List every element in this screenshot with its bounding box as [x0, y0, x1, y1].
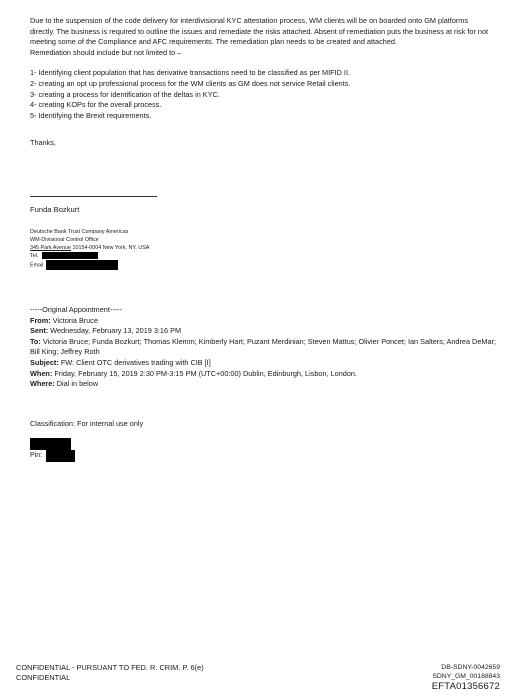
tel-label: Tel.: [30, 253, 39, 259]
signature-tel: [30, 252, 270, 260]
email-body: [30, 16, 490, 149]
to-label: To:: [30, 336, 41, 346]
closing: Thanks,: [30, 138, 56, 148]
redaction-bar: [30, 438, 71, 450]
sent-value: Wednesday, February 13, 2019 3:16 PM: [50, 326, 182, 336]
original-appointment: [30, 305, 496, 390]
where-value: Dial in below: [56, 379, 99, 389]
pin-label: Pin:: [30, 452, 43, 459]
bates-number: DB-SDNY-0042659: [441, 664, 500, 671]
footer-right: [432, 663, 500, 692]
signature-email: [30, 260, 270, 270]
signature-name: Funda Bozkurt: [30, 205, 80, 214]
spacer: [30, 58, 490, 68]
email-label: Email: [30, 262, 44, 269]
from-line: [30, 316, 496, 327]
sent-line: [30, 326, 496, 337]
redaction-bar: [46, 260, 118, 270]
subject-value: FW: Client OTC derivatives trading with CIB [I]: [60, 357, 211, 367]
confidential-label: CONFIDENTIAL: [16, 672, 71, 682]
list-item: 2- creating an opt up professional process for the WM clients as GM does not service Retail clients.: [30, 78, 351, 88]
redaction-bar: [46, 450, 75, 462]
where-label: Where:: [30, 379, 55, 389]
address-rest: 10154-0004 New York, NY, USA: [72, 245, 150, 251]
address-street: 345 Park Avenue: [30, 245, 71, 251]
intro-paragraph: Due to the suspension of the code delivery for interdivisional KYC attestation process, WM clients will be on boarded onto GM platforms directly. The business is required to outline the issues and remediate the risks attached. Absent of remediation puts the business at risk for not meeting some of the Compliance and AFC requirements. The remediation plan needs to be created and attached.: [30, 16, 489, 47]
bates-number: SDNY_GM_00188843: [432, 673, 500, 680]
bates-number: EFTA01356672: [431, 681, 500, 692]
list-item: 1- Identifying client population that has derivative transactions need to be classified as per MIFID II.: [30, 68, 351, 78]
list-item: 3- creating a process for identification of the deltas in KYC.: [30, 89, 220, 99]
where-line: [30, 379, 496, 390]
when-label: When:: [30, 368, 53, 378]
subject-line: [30, 358, 496, 369]
from-value: Victoria Bruce: [52, 315, 99, 325]
list-item: 5- Identifying the Brexit requirements.: [30, 110, 152, 120]
confidential-notice: CONFIDENTIAL - PURSUANT TO FED. R. CRIM. P. 6(e): [16, 663, 204, 672]
when-value: Friday, February 15, 2019 2:30 PM-3:15 PM (UTC+00:00) Dublin, Edinburgh, Lisbon, London.: [54, 368, 357, 378]
list-item: 4- creating KOPs for the overall process.: [30, 100, 162, 110]
from-label: From:: [30, 315, 51, 325]
to-value: Victoria Bruce; Funda Bozkurt; Thomas Klemm; Kimberly Hart; Puzant Merdinian; Steven Mattus; Olivier Poncet; Ian Salters; Andrea DeMar; Bill King; Jeffrey Roth: [30, 336, 496, 357]
original-header: -----Original Appointment-----: [30, 305, 123, 314]
classification: Classification: For internal use only: [30, 419, 144, 428]
subject-label: Subject:: [30, 357, 59, 367]
sent-label: Sent:: [30, 326, 49, 336]
redaction-bar: [42, 252, 98, 259]
signature-division: WM-Divisional Control Office: [30, 237, 99, 243]
spacer: [30, 121, 490, 138]
signature-address: [30, 244, 270, 252]
signature-rule: [30, 196, 157, 197]
to-line: [30, 337, 496, 358]
remediation-lead: Remediation should include but not limited to –: [30, 47, 182, 57]
signature-company: Deutsche Bank Trust Company Americas: [30, 229, 129, 235]
signature-block: [30, 228, 270, 270]
when-line: [30, 369, 496, 380]
footer-left: [16, 663, 204, 682]
